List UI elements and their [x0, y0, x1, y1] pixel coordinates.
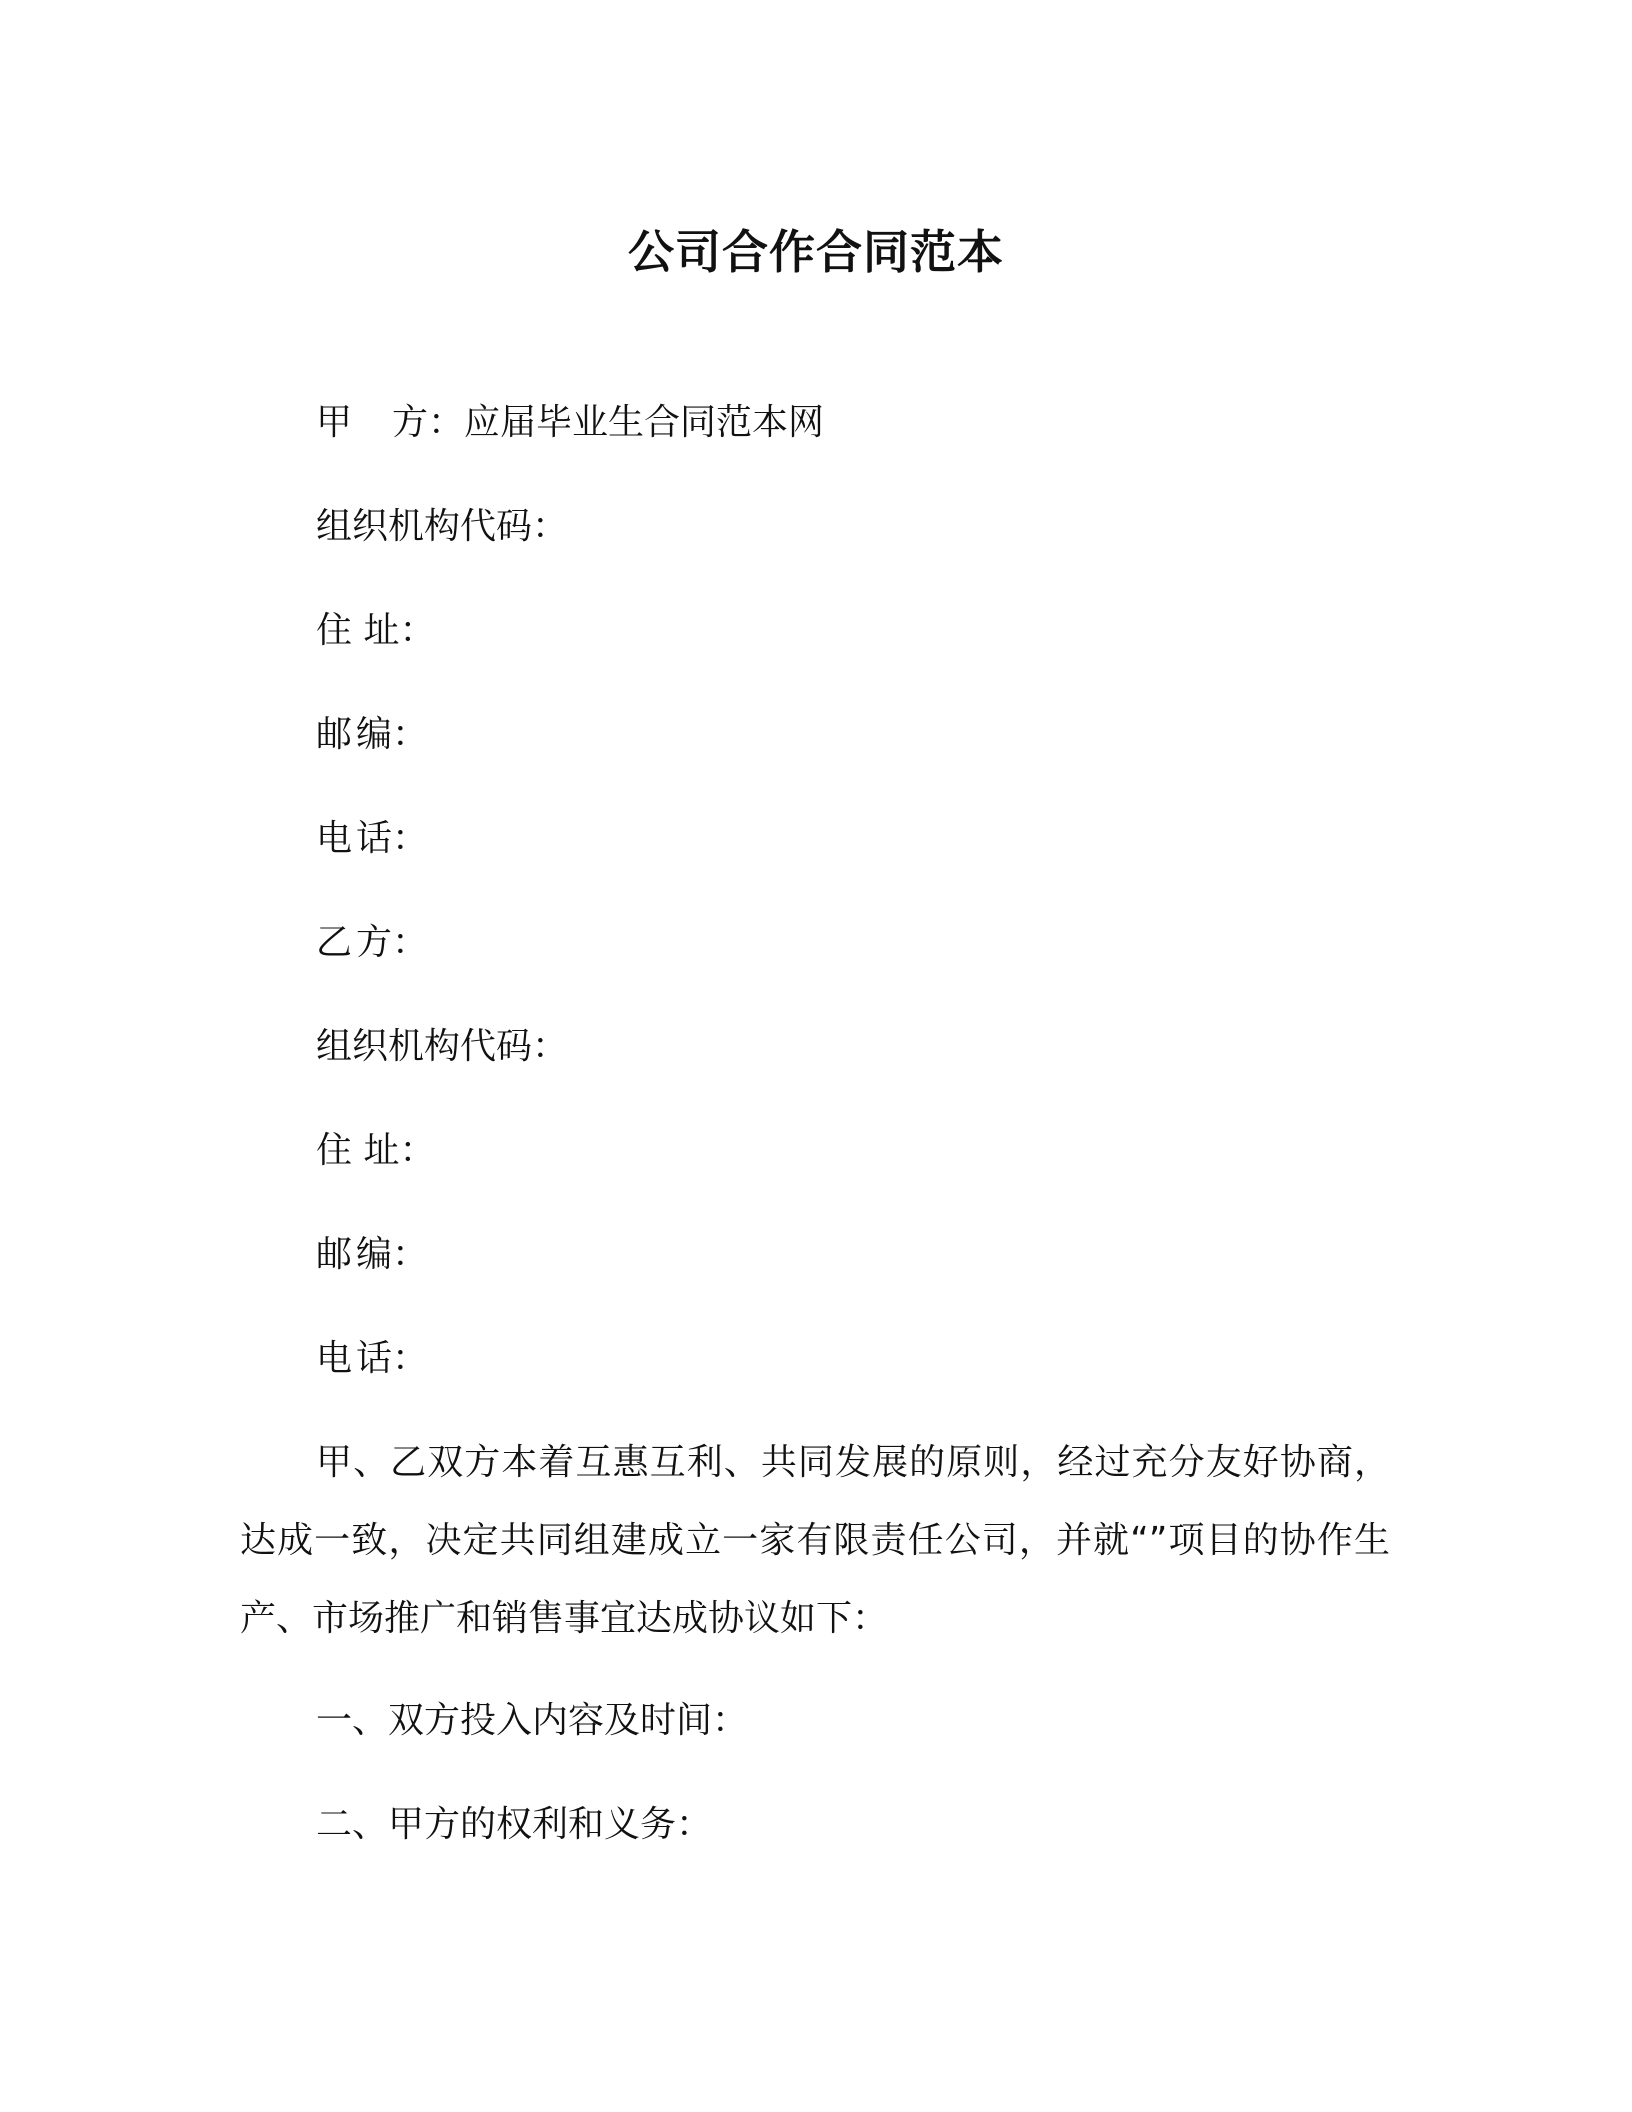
party-a-value: 应届毕业生合同范本网 — [464, 402, 825, 443]
party-a-org-code: 组织机构代码： — [316, 506, 569, 547]
party-b-line — [316, 918, 428, 968]
party-a-address: 住 址： — [316, 610, 436, 651]
party-b-postcode: 邮 编： — [316, 1234, 428, 1275]
party-b-label: 乙 方： — [316, 922, 428, 963]
section-heading: 一、双方投入内容及时间： — [316, 1700, 749, 1741]
party-b-address: 住 址： — [316, 1130, 436, 1171]
party-b-org-code: 组织机构代码： — [316, 1026, 569, 1067]
party-a-label: 甲 方 — [316, 402, 428, 443]
party-a-phone: 电 话： — [316, 818, 428, 859]
page-title: 公司合作合同范本 — [628, 225, 1004, 279]
party-a-line: 甲 方 ：应届毕业生合同范本网 — [316, 398, 824, 448]
party-b-phone: 电 话： — [316, 1338, 428, 1379]
party-a-postcode: 邮 编： — [316, 714, 428, 755]
intro-paragraph: 甲、乙双方本着互惠互利、共同发展的原则，经过充分友好协商，达成一致，决定共同组建成立一家有限责任公司，并就“”项目的协作生产、市场推广和销售事宜达成协议如下： — [240, 1442, 1390, 1639]
section-heading: 二、甲方的权利和义务： — [316, 1804, 713, 1845]
